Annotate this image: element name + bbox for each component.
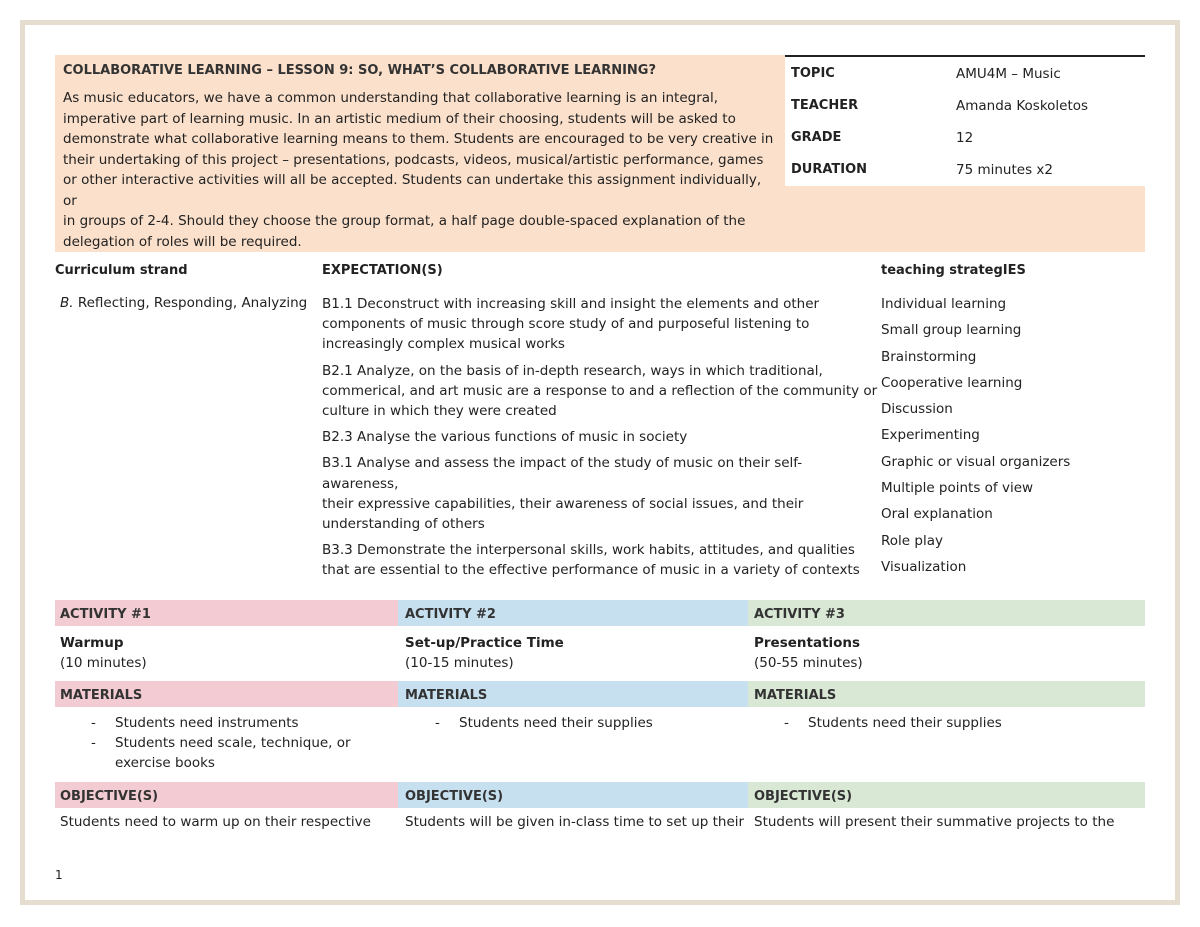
objective-label: OBJECTIVE(S): [754, 789, 853, 804]
page-number: 1: [55, 868, 63, 882]
strategy-item: Cooperative learning: [881, 374, 1023, 391]
list-dash: -: [784, 715, 789, 731]
strategy-item: Multiple points of view: [881, 480, 1034, 497]
activity-2-objective-header: [398, 782, 748, 808]
activity-2-objective: Students will be given in-class time to set up their: [405, 814, 745, 830]
expectation-line: increasingly complex musical works: [322, 336, 565, 353]
activity-3-objective-header: [748, 782, 1145, 808]
material-line: exercise books: [115, 755, 215, 772]
activity-3-title: Presentations: [754, 635, 861, 651]
materials-label: MATERIALS: [754, 688, 837, 703]
expectation-line: that are essential to the effective performance of music in a variety of contexts: [322, 562, 860, 579]
expectation-item: [322, 294, 878, 355]
info-key: GRADE: [791, 130, 842, 145]
info-row-grade: [785, 121, 1145, 153]
expectation-line: understanding of others: [322, 516, 485, 533]
lesson-description: [63, 88, 778, 252]
expectation-item: [322, 540, 878, 580]
info-row-teacher: [785, 89, 1145, 121]
activity-1-materials-list: [88, 713, 388, 774]
list-dash: -: [435, 715, 440, 731]
expectation-line: commerical, and art music are a response to and a reflection of the community or: [322, 382, 878, 399]
material-line: Students need their supplies: [808, 715, 1002, 731]
activity-1-title: Warmup: [60, 635, 124, 651]
info-value: AMU4M – Music: [956, 66, 1061, 82]
teaching-strategies-heading: teaching strategIES: [881, 263, 1026, 278]
objective-label: OBJECTIVE(S): [405, 789, 504, 804]
activity-3-objective: Students will present their summative projects to the: [754, 814, 1115, 830]
strategy-item: Small group learning: [881, 322, 1022, 339]
info-value: 75 minutes x2: [956, 162, 1053, 178]
activity-1-objective-header: [55, 782, 398, 808]
description-line: As music educators, we have a common understanding that collaborative learning is an integral,: [63, 90, 719, 106]
description-line: imperative part of learning music. In an artistic medium of their choosing, students will be asked to: [63, 110, 736, 127]
activity-2-materials-list: [432, 713, 732, 733]
activity-1-materials-header: [55, 681, 398, 707]
lesson-title: COLLABORATIVE LEARNING – LESSON 9: SO, WHAT’S COLLABORATIVE LEARNING?: [63, 63, 657, 78]
lesson-info-table: [785, 55, 1145, 186]
activity-1-objective: Students need to warm up on their respective: [60, 814, 371, 830]
expectation-line: B2.1 Analyze, on the basis of in-depth research, ways in which traditional,: [322, 362, 823, 379]
activity-3-duration: (50-55 minutes): [754, 655, 863, 671]
strand-prefix: B.: [60, 295, 74, 311]
expectation-line: B3.1 Analyse and assess the impact of the study of music on their self-awareness,: [322, 455, 803, 492]
description-line: or other interactive activities will all be accepted. Students can undertake this assignment individually, or: [63, 172, 762, 209]
info-value: Amanda Koskoletos: [956, 98, 1089, 114]
strategy-item: Individual learning: [881, 296, 1007, 312]
expectations-heading: EXPECTATION(S): [322, 263, 443, 278]
info-key: DURATION: [791, 162, 868, 177]
strategy-item: Oral explanation: [881, 506, 993, 523]
expectation-line: B3.3 Demonstrate the interpersonal skills, work habits, attitudes, and qualities: [322, 542, 855, 559]
strategy-item: Discussion: [881, 401, 953, 418]
info-value: 12: [956, 130, 974, 146]
strand-text: Reflecting, Responding, Analyzing: [73, 295, 308, 311]
list-dash: -: [91, 715, 96, 731]
list-dash: -: [91, 735, 96, 752]
activity-1-header: [55, 600, 398, 626]
objective-label: OBJECTIVE(S): [60, 789, 159, 804]
info-row-duration: [785, 153, 1145, 185]
material-item: [88, 713, 388, 733]
activity-2-duration: (10-15 minutes): [405, 655, 514, 671]
description-line: their undertaking of this project – presentations, podcasts, videos, musical/artistic performance, games: [63, 151, 764, 168]
activity-label: ACTIVITY #3: [754, 607, 845, 622]
activity-3-header: [748, 600, 1145, 626]
expectation-item: [322, 427, 878, 447]
expectation-line: components of music through score study of and purposeful listening to: [322, 316, 810, 333]
description-line: demonstrate what collaborative learning means to them. Students are encouraged to be very creative in: [63, 131, 774, 147]
strategy-item: Graphic or visual organizers: [881, 453, 1071, 470]
expectation-item: [322, 453, 878, 534]
activity-2-header: [398, 600, 748, 626]
strategy-item: Visualization: [881, 558, 967, 575]
strategy-item: Brainstorming: [881, 348, 977, 365]
materials-label: MATERIALS: [60, 688, 143, 703]
strategies-list: [881, 294, 1070, 583]
info-key: TEACHER: [791, 98, 859, 113]
expectation-item: [322, 361, 878, 422]
strategy-item: Role play: [881, 532, 943, 549]
description-line: delegation of roles will be required.: [63, 233, 302, 250]
material-item: [432, 713, 732, 733]
material-line: Students need instruments: [115, 715, 299, 731]
info-key: TOPIC: [791, 66, 835, 81]
expectation-line: their expressive capabilities, their awareness of social issues, and their: [322, 495, 804, 512]
material-line: Students need their supplies: [459, 715, 653, 731]
expectations-list: [322, 294, 878, 587]
material-item: [88, 733, 388, 773]
expectation-line: culture in which they were created: [322, 403, 557, 420]
material-item: [781, 713, 1121, 733]
activity-label: ACTIVITY #2: [405, 607, 496, 622]
activity-3-materials-header: [748, 681, 1145, 707]
materials-label: MATERIALS: [405, 688, 488, 703]
activity-2-title: Set-up/Practice Time: [405, 635, 564, 651]
curriculum-strand-heading: Curriculum strand: [55, 263, 188, 278]
strategy-item: Experimenting: [881, 427, 980, 444]
activity-2-materials-header: [398, 681, 748, 707]
curriculum-strand: [60, 295, 307, 311]
expectation-line: B1.1 Deconstruct with increasing skill and insight the elements and other: [322, 296, 820, 312]
activity-label: ACTIVITY #1: [60, 607, 151, 622]
activity-3-materials-list: [781, 713, 1121, 733]
info-row-topic: [785, 57, 1145, 89]
material-line: Students need scale, technique, or: [115, 735, 351, 752]
expectation-line: B2.3 Analyse the various functions of music in society: [322, 429, 688, 446]
description-line: in groups of 2-4. Should they choose the group format, a half page double-spaced explanation of the: [63, 213, 746, 229]
activity-1-duration: (10 minutes): [60, 655, 147, 671]
